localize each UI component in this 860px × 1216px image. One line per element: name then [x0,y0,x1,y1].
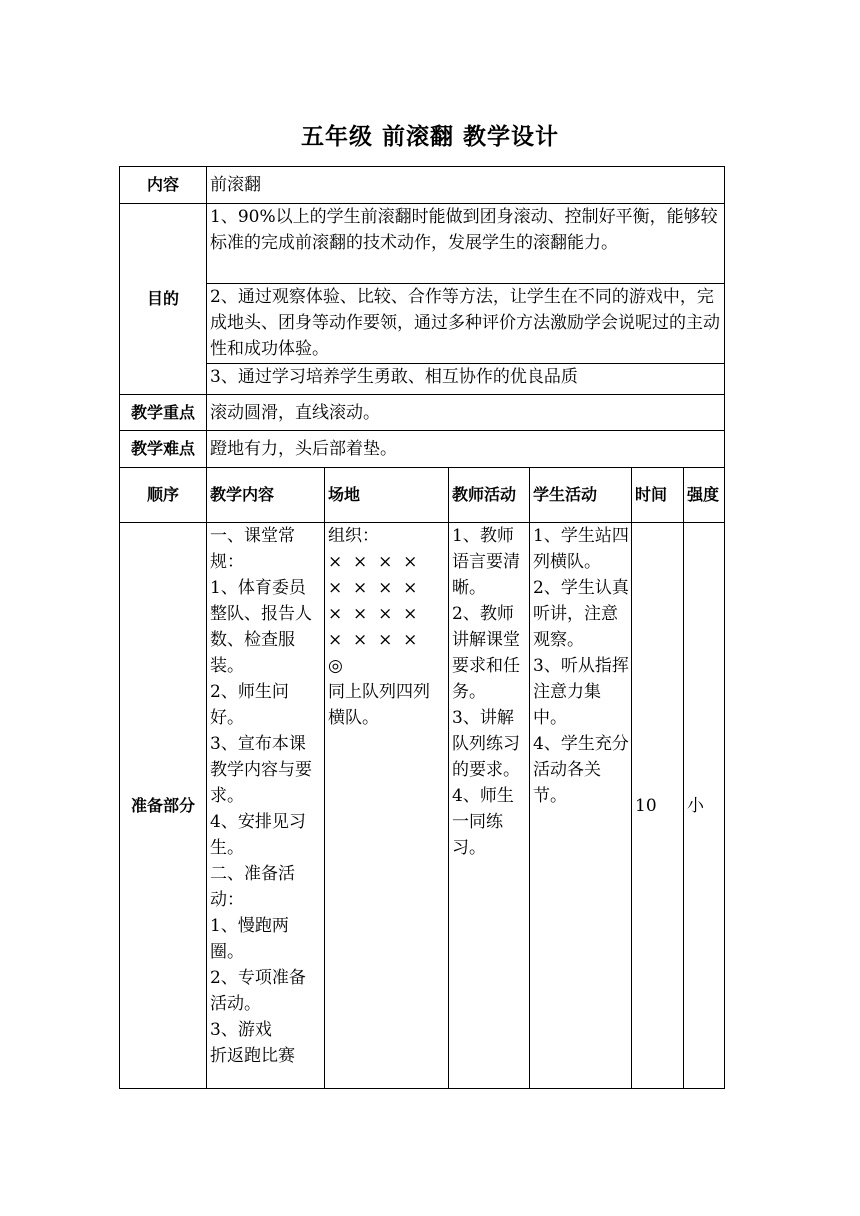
key-point-label: 教学重点 [120,395,207,431]
key-point-value: 滚动圆滑，直线滚动。 [207,395,725,431]
teacher-activity-line: 3、讲解队列练习的要求。 [452,708,520,780]
prep-content-line: 3、游戏 [210,1020,272,1040]
formation-row: × × × × [328,552,418,572]
difficulty-row [120,431,725,468]
goal-item-2: 2、通过观察体验、比较、合作等方法，让学生在不同的游戏中，完成地头、团身等动作要领，通过多种评价方法激励学会说呢过的主动性和成功体验。 [207,284,725,364]
teacher-activity-line: 2、教师讲解课堂要求和任务。 [452,604,520,702]
student-activity-line: 1、学生站四列横队。 [533,526,629,572]
formation-row: × × × × [328,604,418,624]
prep-content [207,523,325,1089]
prep-content-line: 2、师生问好。 [210,682,289,728]
prep-time: 10 [632,523,684,1089]
lesson-plan-table [119,166,725,1089]
goal-row-1 [120,204,725,284]
header-row [120,468,725,523]
venue-line: 组织： [328,526,379,546]
teacher-activity-line: 4、师生一同练习。 [452,786,514,858]
prep-label: 准备部分 [120,523,207,1089]
content-label: 内容 [120,167,207,204]
prep-intensity: 小 [684,523,725,1089]
header-intensity: 强度 [684,468,725,523]
content-row [120,167,725,204]
student-activity-line: 4、学生充分活动各关节。 [533,734,629,806]
prep-content-line: 2、专项准备活动。 [210,968,306,1014]
prep-content-line: 1、慢跑两圈。 [210,916,289,962]
prep-content-line: 折返跑比赛 [210,1046,295,1066]
header-student-activity: 学生活动 [530,468,632,523]
goal-item-1: 1、90%以上的学生前滚翻时能做到团身滚动、控制好平衡，能够较标准的完成前滚翻的技术动作，发展学生的滚翻能力。 [207,204,725,284]
formation-row: × × × × [328,578,418,598]
page-title: 五年级 前滚翻 教学设计 [300,124,559,150]
student-activity-line: 2、学生认真听讲，注意观察。 [533,578,629,650]
difficulty-label: 教学难点 [120,431,207,468]
prep-student-activity [530,523,632,1089]
prep-content-line: 1、体育委员整队、报告人数、检查服装。 [210,578,312,676]
header-venue: 场地 [325,468,449,523]
prep-venue [325,523,449,1089]
header-teacher-activity: 教师活动 [449,468,530,523]
prep-teacher-activity [449,523,530,1089]
student-activity-line: 3、听从指挥注意力集中。 [533,656,629,728]
header-content: 教学内容 [207,468,325,523]
content-value: 前滚翻 [207,167,725,204]
venue-line: 同上队列四列横队。 [328,682,430,728]
teacher-position-symbol: ◎ [328,656,343,676]
prep-row [120,523,725,1089]
prep-content-line: 3、宣布本课教学内容与要求。 [210,734,312,806]
goal-row-2 [120,284,725,364]
header-time: 时间 [632,468,684,523]
prep-content-line: 二、准备活动： [210,864,295,910]
teacher-activity-line: 1、教师语言要清晰。 [452,526,520,598]
difficulty-value: 蹬地有力，头后部着垫。 [207,431,725,468]
goal-label: 目的 [120,204,207,395]
formation-row: × × × × [328,630,418,650]
goal-item-3: 3、通过学习培养学生勇敢、相互协作的优良品质 [207,364,725,395]
prep-content-line: 4、安排见习生。 [210,812,306,858]
goal-row-3 [120,364,725,395]
key-point-row [120,395,725,431]
header-order: 顺序 [120,468,207,523]
prep-content-line: 一、课堂常规： [210,526,295,572]
